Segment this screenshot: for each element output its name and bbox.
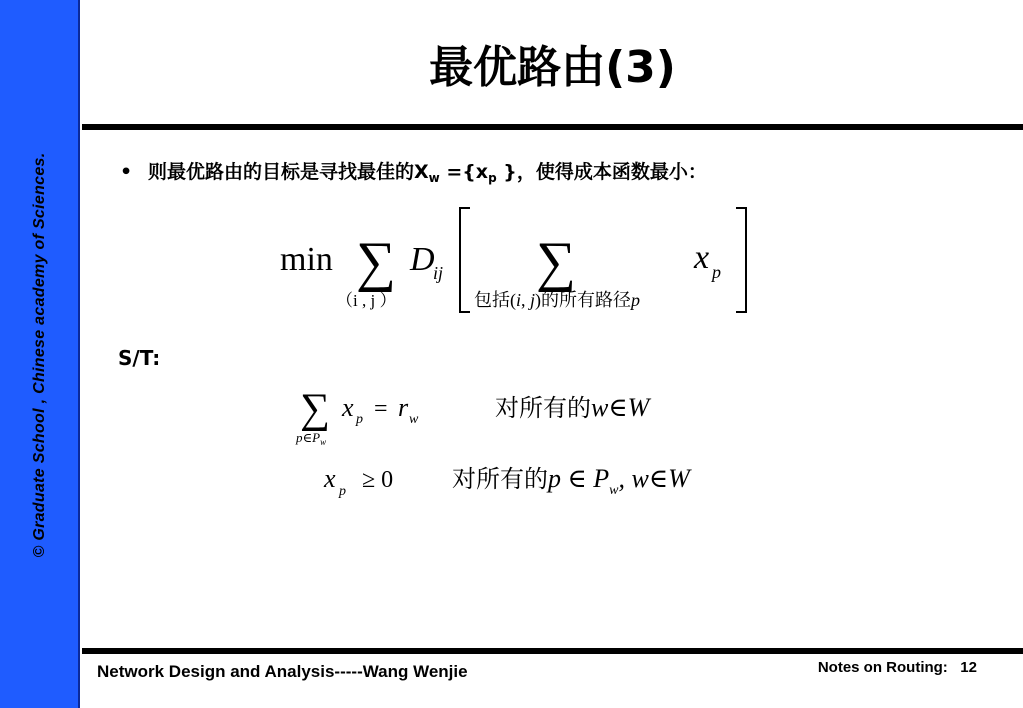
slide-title: 最优路由(3) [429, 42, 676, 93]
under-inner-close: ) [535, 290, 542, 310]
under-inner-open: ( [510, 290, 516, 310]
constraint1-r: r [398, 393, 409, 422]
footer-page-info: Notes on Routing: 12 [817, 659, 977, 676]
bullet-text-before: 则最优路由的目标是寻找最佳的X [148, 161, 429, 183]
under-inner-sum [474, 290, 640, 311]
x-symbol: x [694, 239, 710, 276]
min-operator: min [280, 241, 333, 278]
constraint1-under-sum-sub: w [320, 437, 327, 447]
constraint2-x: x [324, 464, 336, 493]
constraint2-cond-math [546, 464, 692, 498]
constraint1-cond-cn: 对所有的 [495, 396, 591, 422]
constraint-1 [290, 380, 710, 455]
constraint2-cond-w-sub: w [609, 483, 619, 498]
constraint2-cond-rest: , w∈W [618, 464, 690, 493]
constraint2-cond-cn: 对所有的 [452, 467, 548, 493]
bullet-sub-p: p [488, 171, 497, 185]
under-inner-i: i [516, 290, 522, 310]
constraint1-sum-symbol: ∑ [300, 386, 330, 432]
under-inner-j: j [530, 290, 536, 310]
objective-formula [270, 198, 760, 323]
d-symbol: D [410, 241, 435, 278]
under-inner-cn: 包括 [474, 290, 510, 310]
left-bracket [460, 208, 470, 312]
d-subscript: ij [433, 263, 444, 283]
constraint-2 [320, 455, 740, 505]
x-subscript: p [712, 262, 721, 282]
under-inner-rest: 的所有路径 [541, 290, 632, 310]
bullet-text-mid: ={x [439, 161, 489, 183]
constraint1-cond-math: w∈W [591, 393, 650, 422]
constraint1-under-sum [295, 430, 326, 447]
constraint1-r-sub: w [409, 412, 419, 427]
st-label: S/T: [118, 346, 161, 370]
footer-divider [82, 648, 1023, 654]
right-bracket [736, 208, 746, 312]
sidebar [0, 0, 80, 708]
constraint2-cond-p: p ∈ P [548, 464, 610, 493]
constraint1-eq: = [374, 396, 388, 422]
title-divider [82, 124, 1023, 130]
outer-sum-symbol: ∑ [356, 231, 396, 293]
under-inner-p: p [631, 290, 641, 310]
constraint1-x: x [342, 393, 354, 422]
constraint1-x-sub: p [356, 412, 363, 427]
bullet-text-after: }，使得成本函数最小： [496, 161, 707, 183]
under-outer-sum: （i , j ） [336, 291, 397, 310]
bullet-marker: • [120, 161, 133, 183]
under-inner-comma: , [521, 290, 531, 310]
inner-sum-symbol: ∑ [536, 231, 576, 293]
constraint2-geq: ≥ 0 [362, 467, 394, 493]
constraint1-under-sum-main: p∈P [296, 430, 321, 445]
bullet-item [120, 157, 707, 185]
sidebar-copyright: © Graduate School , Chinese academy of Sciences. [31, 152, 48, 558]
constraint2-x-sub: p [339, 484, 346, 499]
footer-course-title: Network Design and Analysis-----Wang Wenjie [97, 662, 468, 681]
bullet-sub-w: w [428, 171, 440, 185]
